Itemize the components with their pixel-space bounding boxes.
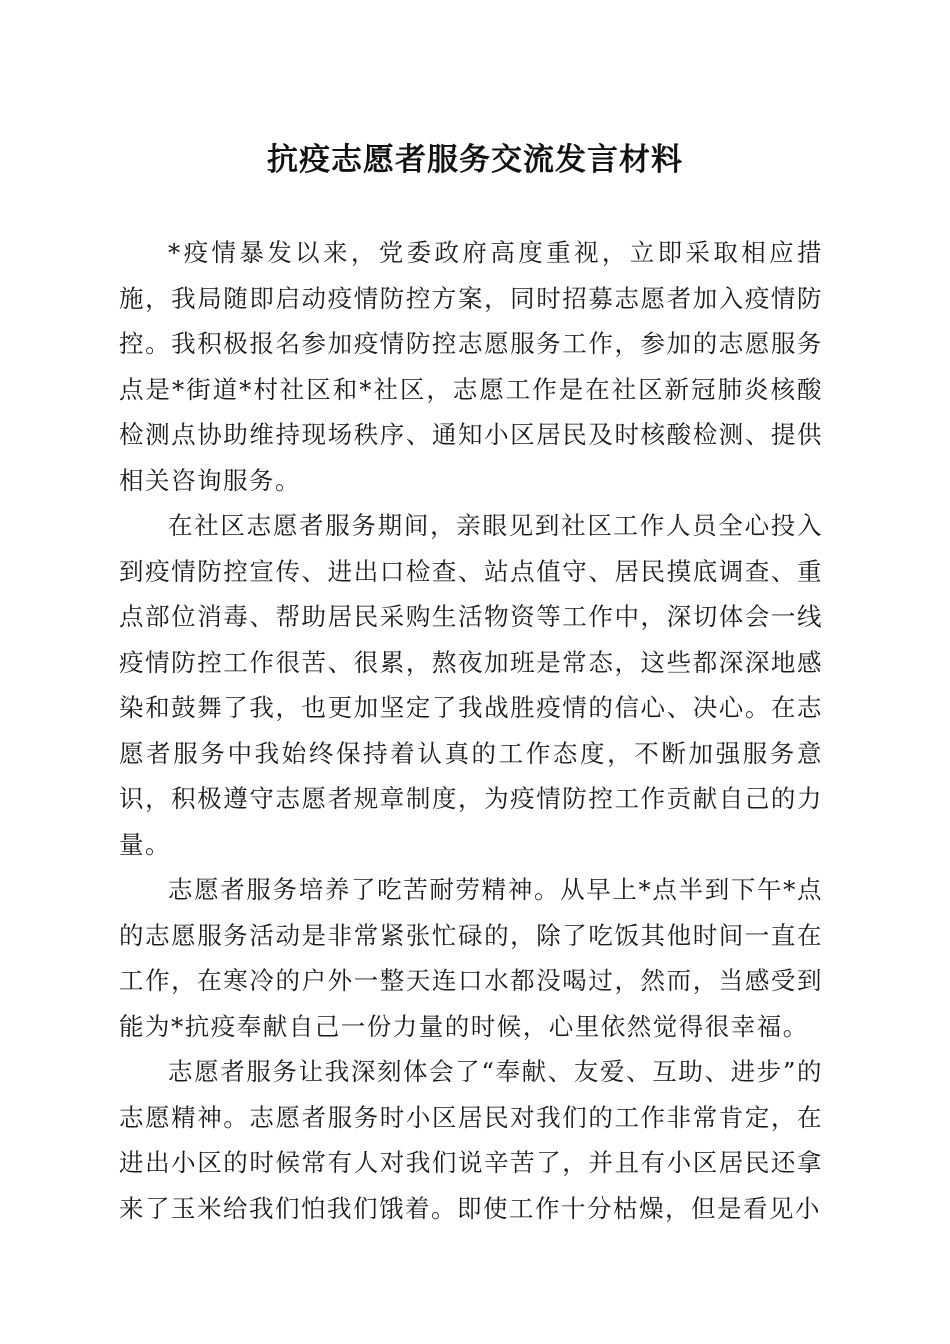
document-body [119,230,823,1231]
paragraph-2: 在社区志愿者服务期间，亲眼见到社区工作人员全心投入到疫情防控宣传、进出口检查、站点值守、居民摸底调查、重点部位消毒、帮助居民采购生活物资等工作中，深切体会一线疫情防控工作很苦、很累，熬夜加班是常态，这些都深深地感染和鼓舞了我，也更加坚定了我战胜疫情的信心、决心。在志愿者服务中我始终保持着认真的工作态度，不断加强服务意识，积极遵守志愿者规章制度，为疫情防控工作贡献自己的力量。 [119,511,823,859]
document-title: 抗疫志愿者服务交流发言材料 [267,142,683,178]
paragraph-1: *疫情暴发以来，党委政府高度重视，立即采取相应措施，我局随即启动疫情防控方案，同时招募志愿者加入疫情防控。我积极报名参加疫情防控志愿服务工作，参加的志愿服务点是*街道*村社区和*社区，志愿工作是在社区新冠肺炎核酸检测点协助维持现场秩序、通知小区居民及时核酸检测、提供相关咨询服务。 [119,238,823,495]
paragraph-4: 志愿者服务让我深刻体会了“奉献、友爱、互助、进步”的志愿精神。志愿者服务时小区居民对我们的工作非常肯定，在进出小区的时候常有人对我们说辛苦了，并且有小区居民还拿来了玉米给我们怕我们饿着。即使工作十分枯燥，但是看见小 [119,1057,823,1223]
paragraph-3: 志愿者服务培养了吃苦耐劳精神。从早上*点半到下午*点的志愿服务活动是非常紧张忙碌的，除了吃饭其他时间一直在工作，在寒冷的户外一整天连口水都没喝过，然而，当感受到能为*抗疫奉献自己一份力量的时候，心里依然觉得很幸福。 [119,875,823,1041]
